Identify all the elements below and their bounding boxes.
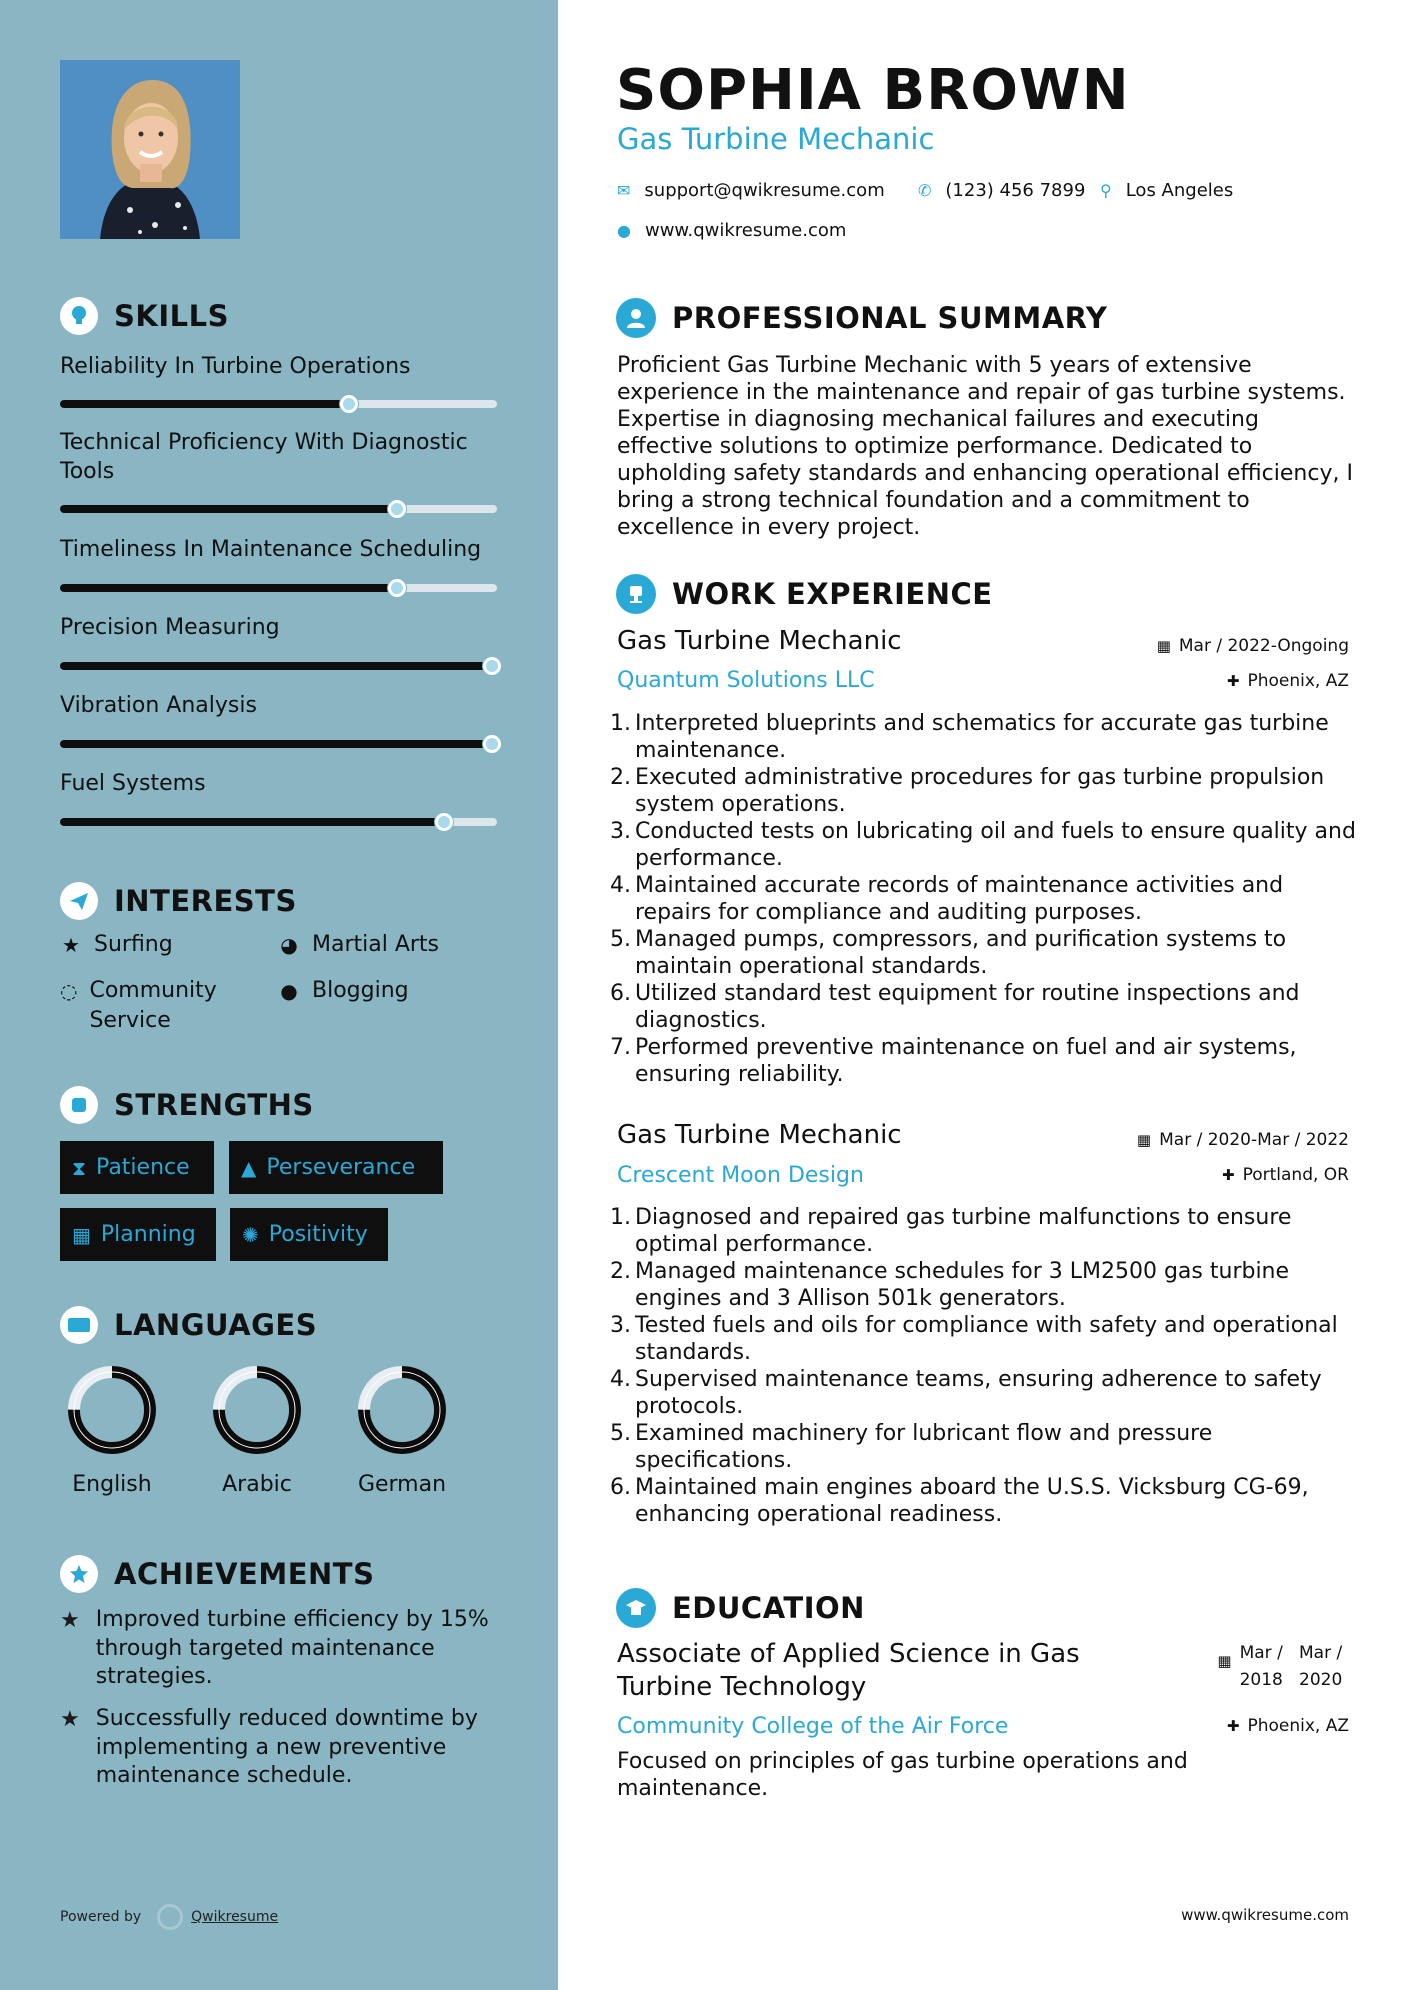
contact-location: ⚲ Los Angeles: [1100, 180, 1234, 201]
language-item: [197, 1362, 317, 1497]
skill-level-knob: [340, 395, 358, 413]
lightbulb-icon: [60, 297, 98, 335]
education-location: ✚ Phoenix, AZ: [1226, 1716, 1349, 1736]
degree-title: Associate of Applied Science in Gas Turbine Technology: [617, 1639, 1080, 1702]
language-icon: [60, 1306, 98, 1344]
profile-photo: [60, 60, 240, 239]
skill-level-knob: [388, 579, 406, 597]
skill-level-bar: [60, 740, 497, 748]
language-ring: [209, 1362, 305, 1458]
duty-item: 6. Maintained main engines aboard the U.S.S. Vicksburg CG-69, enhancing operational readiness.: [610, 1475, 1309, 1527]
skill-item: [60, 535, 500, 564]
summary-heading: PROFESSIONAL SUMMARY: [616, 298, 1107, 338]
skill-level-fill: [60, 740, 492, 748]
achievement-item: ★ Improved turbine efficiency by 15% through targeted maintenance strategies.: [60, 1606, 510, 1692]
job-title: Gas Turbine Mechanic: [617, 1120, 902, 1150]
sun-icon: ✺: [242, 1222, 259, 1247]
duty-item: 5. Examined machinery for lubricant flow and pressure specifications.: [610, 1421, 1213, 1473]
education-description: Focused on principles of gas turbine operations and maintenance.: [617, 1749, 1188, 1801]
language-ring: [354, 1362, 450, 1458]
section-title: INTERESTS: [114, 884, 297, 918]
strength-badge: ▲ Perseverance: [229, 1141, 443, 1194]
duty-item: 4. Maintained accurate records of maintenance activities and repairs for compliance and auditing purposes.: [610, 873, 1284, 925]
calendar-icon: ▦: [1136, 1131, 1152, 1149]
language-label: German: [357, 1472, 447, 1497]
skill-level-bar: [60, 584, 497, 592]
candidate-title: Gas Turbine Mechanic: [617, 122, 935, 156]
duty-item: 6. Utilized standard test equipment for routine inspections and diagnostics.: [610, 981, 1300, 1033]
skill-level-knob: [483, 657, 501, 675]
pin-icon: ✚: [1226, 1717, 1240, 1735]
skill-item: [60, 769, 500, 798]
skills-heading: [60, 297, 229, 335]
achievement-item: ★ Successfully reduced downtime by implementing a new preventive maintenance schedule.: [60, 1705, 510, 1791]
contact-website[interactable]: ● www.qwikresume.com: [617, 220, 847, 241]
globe-icon: ●: [617, 221, 631, 240]
skill-level-bar: [60, 400, 497, 408]
skill-label: Fuel Systems: [60, 771, 206, 796]
section-title: LANGUAGES: [114, 1308, 318, 1342]
skill-level-fill: [60, 400, 349, 408]
section-title: ACHIEVEMENTS: [114, 1557, 375, 1591]
calendar-icon: ▦: [1156, 637, 1171, 655]
duty-item: 2. Executed administrative procedures for gas turbine propulsion system operations.: [610, 765, 1325, 817]
globe-icon: ◕: [280, 933, 298, 957]
skill-level-fill: [60, 584, 397, 592]
qwikresume-logo-icon: [157, 1904, 183, 1930]
language-ring: [64, 1362, 160, 1458]
contact-email[interactable]: ✉ support@qwikresume.com: [617, 180, 885, 201]
calendar-icon: ▦: [1217, 1652, 1232, 1670]
skill-level-fill: [60, 818, 444, 826]
skill-label: Timeliness In Maintenance Scheduling: [60, 537, 482, 562]
strength-badge: ⧗ Patience: [60, 1141, 214, 1194]
skill-level-bar: [60, 662, 497, 670]
pin-icon: ✚: [1222, 1166, 1235, 1184]
experience-heading: WORK EXPERIENCE: [616, 574, 993, 614]
interest-item: ◕ Martial Arts: [278, 930, 439, 960]
job-title: Gas Turbine Mechanic: [617, 626, 902, 656]
skill-level-knob: [388, 500, 406, 518]
powered-by: Powered by Qwikresume: [60, 1904, 278, 1930]
duty-item: 1. Interpreted blueprints and schematics for accurate gas turbine maintenance.: [610, 711, 1329, 763]
interests-heading: [60, 882, 297, 920]
interest-item: ● Blogging: [278, 976, 409, 1006]
graduate-icon: [616, 1588, 656, 1628]
sidebar: [0, 0, 558, 1990]
skill-item: [60, 613, 500, 642]
job-dates: ▦ Mar / 2022-Ongoing: [1156, 636, 1349, 656]
star-icon: ★: [60, 1608, 80, 1633]
brand-link[interactable]: Qwikresume: [191, 1909, 279, 1925]
job-dates: ▦ Mar / 2020-Mar / 2022: [1136, 1130, 1349, 1150]
job-duties-list: [610, 1204, 1358, 1528]
phone-icon: ✆: [918, 181, 932, 200]
user-icon: [616, 298, 656, 338]
strengths-heading: [60, 1086, 314, 1124]
language-item: [342, 1362, 462, 1497]
skill-level-bar: [60, 505, 497, 513]
duty-item: 1. Diagnosed and repaired gas turbine malfunctions to ensure optimal performance.: [610, 1205, 1292, 1257]
skill-label: Vibration Analysis: [60, 693, 257, 718]
star-icon: ★: [60, 1707, 80, 1732]
job-location: ✚ Phoenix, AZ: [1226, 671, 1349, 691]
candidate-name: SOPHIA BROWN: [616, 58, 1130, 123]
job-company: Quantum Solutions LLC: [617, 668, 875, 693]
interest-item: ◌ Community Service: [60, 978, 217, 1033]
skill-level-bar: [60, 818, 497, 826]
envelope-icon: ✉: [617, 181, 631, 200]
languages-heading: [60, 1306, 317, 1344]
skill-label: Technical Proficiency With Diagnostic Tools: [60, 430, 468, 484]
job-company: Crescent Moon Design: [617, 1163, 864, 1188]
duty-item: 5. Managed pumps, compressors, and purification systems to maintain operational standards.: [610, 927, 1287, 979]
footer-url[interactable]: www.qwikresume.com: [1181, 1906, 1349, 1924]
duty-item: 4. Supervised maintenance teams, ensuring adherence to safety protocols.: [610, 1367, 1322, 1419]
job-location: ✚ Portland, OR: [1222, 1165, 1349, 1185]
duty-item: 7. Performed preventive maintenance on fuel and air systems, ensuring reliability.: [610, 1035, 1297, 1087]
hands-icon: ◌: [60, 979, 78, 1003]
skill-label: Precision Measuring: [60, 615, 280, 640]
skill-item: [60, 428, 500, 486]
summary-text: Proficient Gas Turbine Mechanic with 5 years of extensive experience in the maintenance and repair of gas turbine systems. Expertise in diagnosing mechanical failures and executing effective solutions to optimize performance. Dedicated to upholding safety standards and enhancing operational efficiency, I bring a strong technical foundation and a commitment to excellence in every project.: [617, 353, 1353, 540]
job-duties-list: [610, 710, 1358, 1088]
duty-item: 3. Conducted tests on lubricating oil and fuels to ensure quality and performance.: [610, 819, 1356, 871]
map-pin-icon: ⚲: [1100, 181, 1112, 200]
skill-item: [60, 691, 500, 720]
star-icon: ★: [62, 933, 80, 957]
paper-plane-icon: [60, 882, 98, 920]
fist-icon: [60, 1086, 98, 1124]
strength-badge: ✺ Positivity: [230, 1208, 388, 1261]
badge-star-icon: [60, 1555, 98, 1593]
language-label: Arabic: [222, 1472, 292, 1497]
hourglass-icon: ⧗: [72, 1155, 87, 1180]
chair-icon: [616, 574, 656, 614]
skill-level-knob: [483, 735, 501, 753]
skill-label: Reliability In Turbine Operations: [60, 354, 411, 379]
calendar-icon: ▦: [72, 1222, 91, 1247]
duty-item: 2. Managed maintenance schedules for 3 LM2500 gas turbine engines and 3 Allison 501k generators.: [610, 1259, 1290, 1311]
school-name: Community College of the Air Force: [617, 1714, 1009, 1739]
pin-icon: ✚: [1226, 672, 1240, 690]
interest-item: ★ Surfing: [60, 930, 173, 960]
section-title: SKILLS: [114, 299, 229, 333]
achievements-heading: [60, 1555, 374, 1593]
skill-item: [60, 352, 500, 381]
language-label: English: [72, 1472, 152, 1497]
section-title: STRENGTHS: [114, 1088, 314, 1122]
users-icon: ●: [280, 979, 298, 1003]
skill-level-fill: [60, 662, 492, 670]
education-heading: EDUCATION: [616, 1588, 865, 1628]
education-dates: ▦ Mar / 2018 Mar / 2020: [1217, 1643, 1343, 1690]
skill-level-knob: [435, 813, 453, 831]
road-icon: ▲: [241, 1155, 257, 1180]
language-item: [52, 1362, 172, 1497]
strength-badge: ▦ Planning: [60, 1208, 216, 1261]
duty-item: 3. Tested fuels and oils for compliance with safety and operational standards.: [610, 1313, 1338, 1365]
contact-phone[interactable]: ✆ (123) 456 7899: [918, 180, 1086, 201]
skill-level-fill: [60, 505, 397, 513]
